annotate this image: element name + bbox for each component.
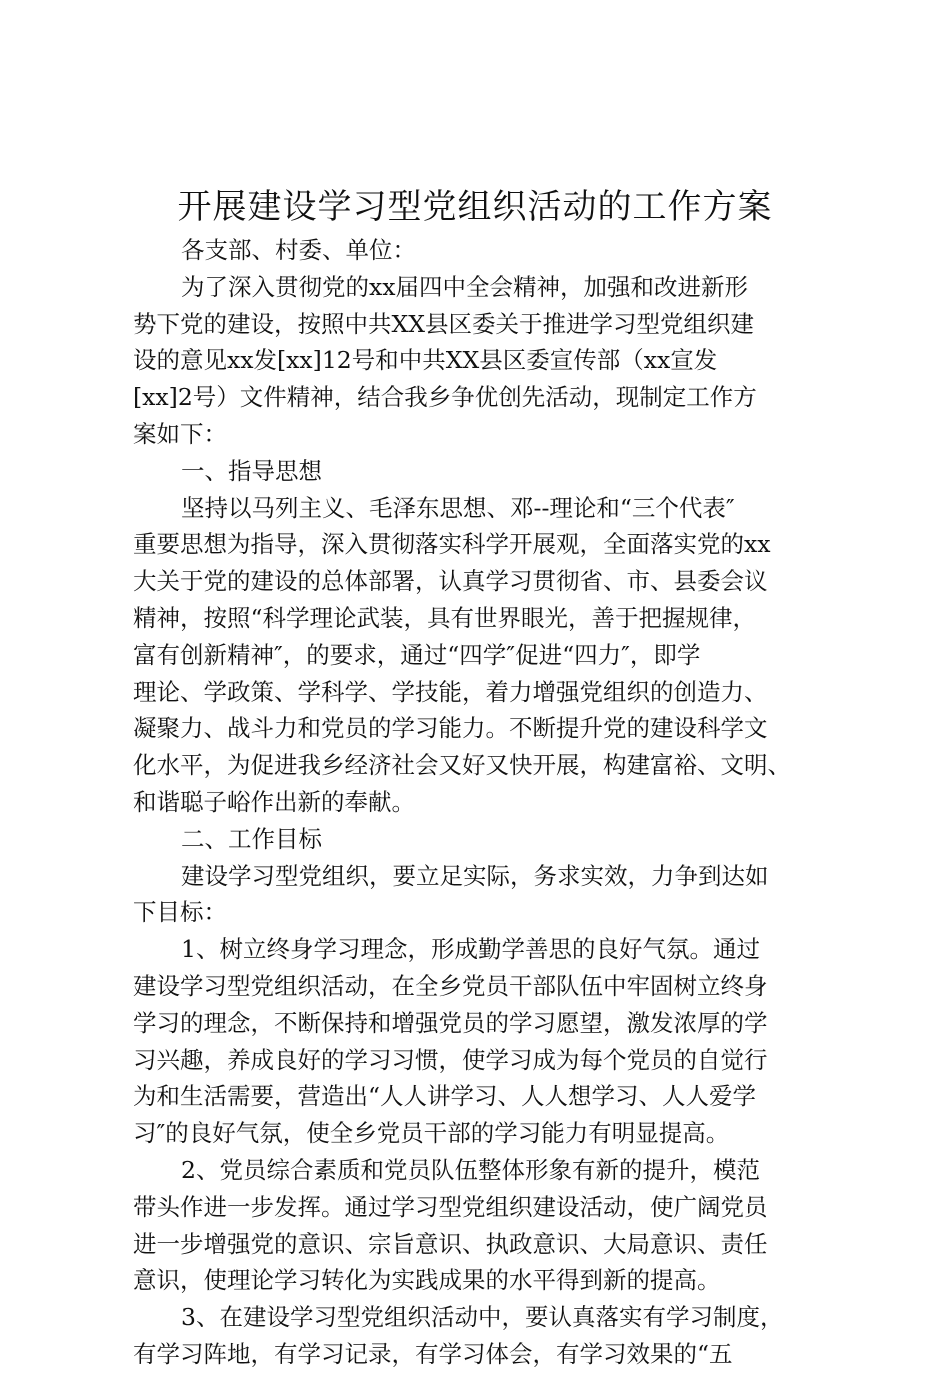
body-line: 大关于党的建设的总体部署，认真学习贯彻省、市、县委会议 bbox=[133, 567, 768, 596]
body-line: 进一步增强党的意识、宗旨意识、执政意识、大局意识、责任 bbox=[133, 1229, 768, 1258]
body-line: 建设学习型党组织活动，在全乡党员干部队伍中牢固树立终身 bbox=[133, 971, 768, 1000]
body-line: 3、在建设学习型党组织活动中，要认真落实有学习制度， bbox=[181, 1303, 784, 1332]
body-line: 凝聚力、战斗力和党员的学习能力。不断提升党的建设科学文 bbox=[133, 714, 768, 743]
body-line: 各支部、村委、单位： bbox=[181, 236, 416, 264]
body-line: 精神，按照“科学理论武装，具有世界眼光，善于把握规律， bbox=[133, 603, 757, 632]
document-title: 开展建设学习型党组织活动的工作方案 bbox=[177, 187, 773, 227]
body-line: 1、树立终身学习理念，形成勤学善思的良好气氛。通过 bbox=[181, 935, 760, 964]
document-body bbox=[133, 232, 853, 1373]
body-line: 一、指导思想 bbox=[181, 456, 322, 485]
body-line: 带头作进一步发挥。通过学习型党组织建设活动，使广阔党员 bbox=[133, 1192, 768, 1221]
body-line: 和谐聪子峪作出新的奉献。 bbox=[133, 787, 415, 816]
body-line: [xx]2号）文件精神，结合我乡争优创先活动，现制定工作方 bbox=[133, 383, 757, 412]
body-line: 为和生活需要，营造出“人人讲学习、人人想学习、人人爱学 bbox=[133, 1082, 757, 1111]
body-line: 有学习阵地，有学习记录，有学习体会，有学习效果的“五 bbox=[133, 1339, 733, 1368]
body-line: 化水平，为促进我乡经济社会又好又快开展，构建富裕、文明、 bbox=[133, 751, 791, 780]
body-line: 富有创新精神″，的要求，通过“四学″促进“四力″，即学 bbox=[133, 640, 701, 669]
body-line: 习″的良好气氛，使全乡党员干部的学习能力有明显提高。 bbox=[133, 1119, 730, 1148]
body-line: 理论、学政策、学科学、学技能，着力增强党组织的创造力、 bbox=[133, 677, 768, 706]
body-line: 为了深入贯彻党的xx届四中全会精神，加强和改进新形 bbox=[181, 272, 749, 301]
body-line: 习兴趣，养成良好的学习习惯，使学习成为每个党员的自觉行 bbox=[133, 1045, 768, 1074]
body-line: 建设学习型党组织，要立足实际，务求实效，力争到达如 bbox=[181, 861, 769, 890]
body-line: 势下党的建设，按照中共XX县区委关于推进学习型党组织建 bbox=[133, 309, 754, 338]
body-line: 下目标： bbox=[133, 898, 227, 927]
body-line: 意识，使理论学习转化为实践成果的水平得到新的提高。 bbox=[133, 1266, 721, 1295]
body-line: 2、党员综合素质和党员队伍整体形象有新的提升，模范 bbox=[181, 1155, 760, 1184]
body-line: 设的意见xx发[xx]12号和中共XX县区委宣传部（xx宣发 bbox=[133, 346, 718, 375]
body-line: 学习的理念，不断保持和增强党员的学习愿望，激发浓厚的学 bbox=[133, 1008, 768, 1037]
body-line: 坚持以马列主义、毛泽东思想、邓--理论和“三个代表″ bbox=[181, 493, 735, 522]
body-line: 案如下： bbox=[133, 419, 227, 448]
body-line: 重要思想为指导，深入贯彻落实科学开展观，全面落实党的xx bbox=[133, 530, 771, 559]
body-line: 二、工作目标 bbox=[181, 824, 322, 853]
